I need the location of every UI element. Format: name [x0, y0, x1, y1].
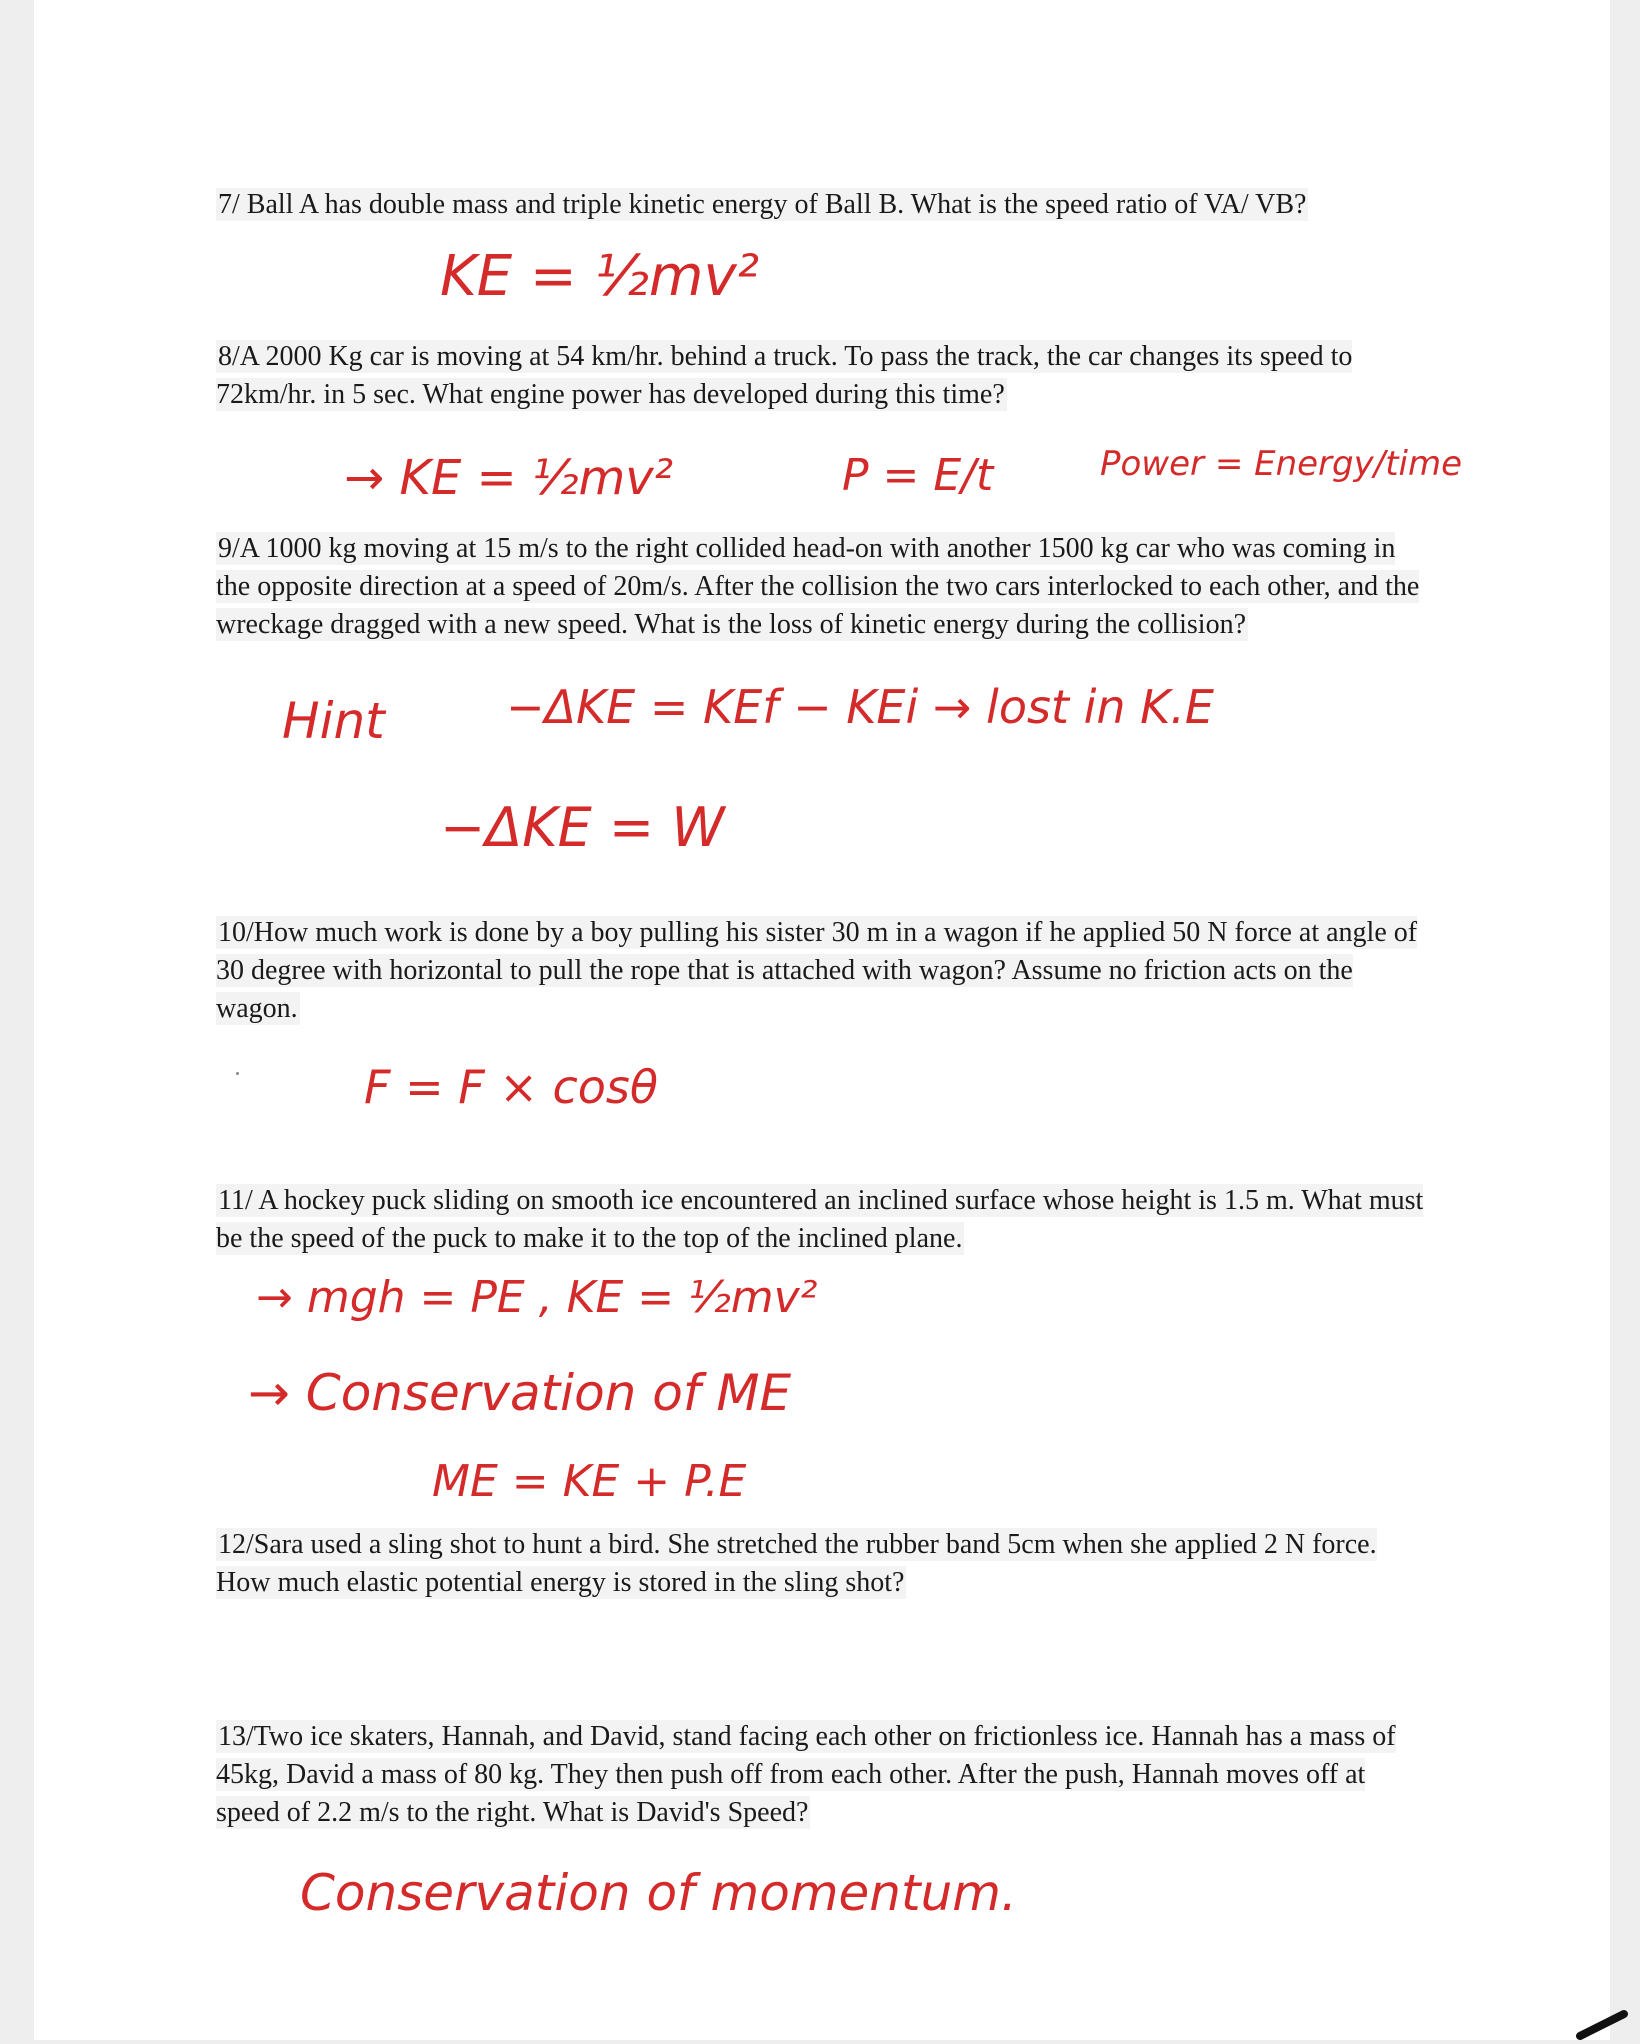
handwritten-q11-me: ME = KE + P.E	[432, 1456, 747, 1507]
question-7-text: 7/ Ball A has double mass and triple kinetic energy of Ball B. What is the speed ratio of VA/ VB?	[218, 189, 1307, 220]
handwritten-q9-eq1: −ΔKE = KEf − KEi → lost in K.E	[506, 680, 1214, 734]
pencil-icon	[1574, 2006, 1634, 2042]
question-13	[216, 1718, 1436, 1832]
question-12-text: 12/Sara used a sling shot to hunt a bird. She stretched the rubber band 5cm when she applied 2 N force. How much elastic potential energy is stored in the sling shot?	[216, 1529, 1377, 1598]
question-9-text: 9/A 1000 kg moving at 15 m/s to the right collided head-on with another 1500 kg car who was coming in the opposite direction at a speed of 20m/s. After the collision the two cars interlocked to each other, and the wreckage dragged with a new speed. What is the loss of kinetic energy during the collision?	[216, 533, 1420, 640]
handwritten-q8-power-eq: P = E/t	[842, 450, 994, 501]
question-10	[216, 914, 1436, 1028]
question-11-text: 11/ A hockey puck sliding on smooth ice encountered an inclined surface whose height is 1.5 m. What must be the speed of the puck to make it to the top of the inclined plane.	[216, 1185, 1424, 1254]
handwritten-q10-force: F = F × cosθ	[364, 1060, 659, 1114]
question-7	[216, 186, 1436, 224]
handwritten-q8-power-def: Power = Energy/time	[1100, 444, 1463, 484]
handwritten-q13-conservation: Conservation of momentum.	[300, 1864, 1017, 1922]
handwritten-q8-ke: → KE = ½mv²	[344, 450, 673, 506]
question-10-text: 10/How much work is done by a boy pulling his sister 30 m in a wagon if he applied 50 N force at angle of 30 degree with horizontal to pull the rope that is attached with wagon? Assume no friction acts on the wagon.	[216, 917, 1418, 1024]
handwritten-q9-hint: Hint	[282, 692, 385, 750]
question-12	[216, 1526, 1436, 1602]
handwritten-q7-formula: KE = ½mv²	[440, 244, 760, 309]
handwritten-q11-conservation: → Conservation of ME	[248, 1364, 792, 1422]
question-8	[216, 338, 1436, 414]
question-8-text: 8/A 2000 Kg car is moving at 54 km/hr. behind a truck. To pass the track, the car changes its speed to 72km/hr. in 5 sec. What engine power has developed during this time?	[216, 341, 1353, 410]
question-13-text: 13/Two ice skaters, Hannah, and David, stand facing each other on frictionless ice. Hannah has a mass of 45kg, David a mass of 80 kg. They then push off from each other. After the push, Hannah moves off at speed of 2.2 m/s to the right. What is David's Speed?	[216, 1721, 1396, 1828]
question-9	[216, 530, 1436, 644]
stray-dot	[236, 1072, 239, 1075]
handwritten-q11-pe: → mgh = PE , KE = ½mv²	[256, 1272, 818, 1323]
handwritten-q9-eq2: −ΔKE = W	[440, 796, 725, 859]
question-11	[216, 1182, 1436, 1258]
